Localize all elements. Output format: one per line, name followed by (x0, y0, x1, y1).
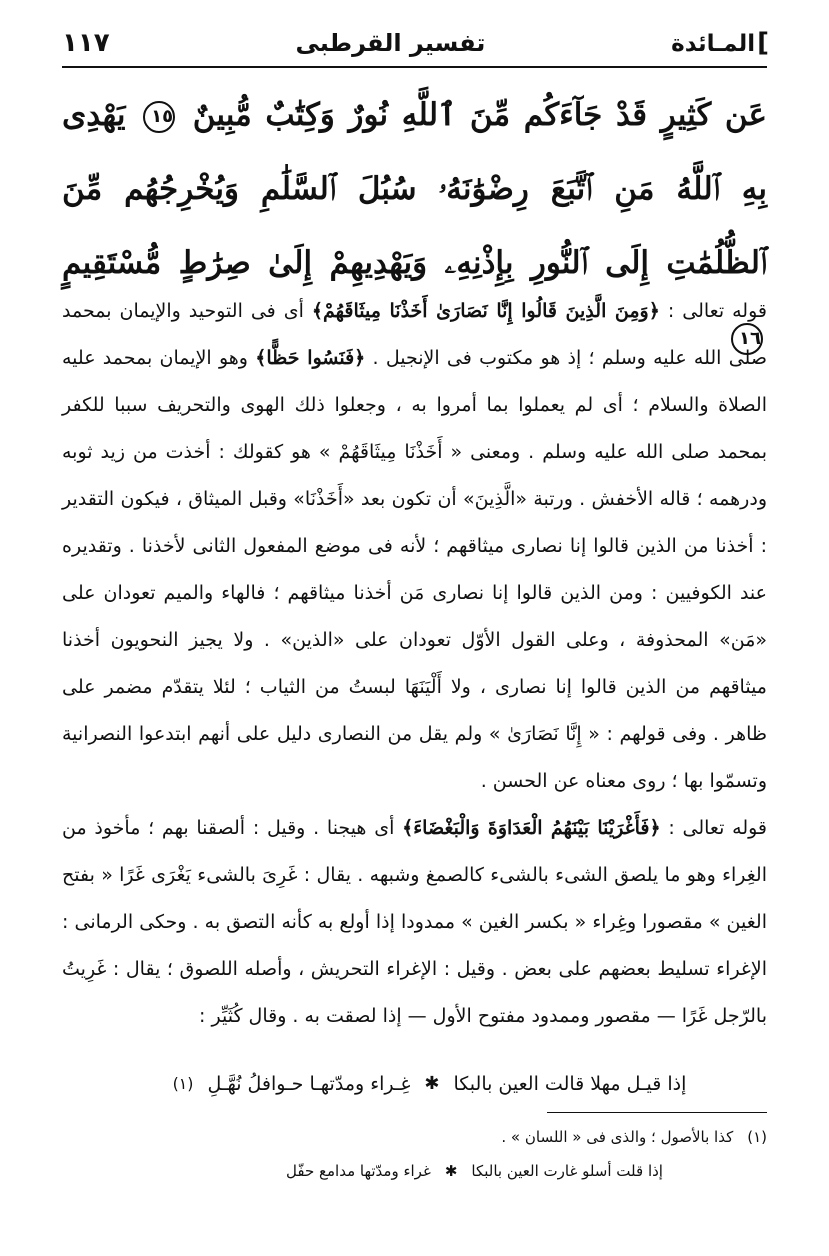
footnote (62, 1120, 767, 1154)
verse-text: مَنِ ٱتَّبَعَ رِضْوَٰنَهُۥ سُبُلَ ٱلسَّلَٰمِ وَيُخْرِجُهُم مِّنَ ٱلظُّلُمَٰتِ إِلَى ٱلنُّورِ (62, 171, 767, 281)
poem-separator: ✱ (424, 1073, 440, 1094)
quran-quote: ﴿وَمِنَ الَّذِينَ قَالُوا إِنَّا نَصَارَىٰ أَخَذْنَا مِيثَاقَهُمْ﴾ (311, 300, 660, 322)
page-number: ١١٧ (62, 28, 110, 58)
surah-label: المـائدة (671, 31, 756, 57)
quran-quote: ﴿فَنَسُوا حَظًّا﴾ (255, 347, 366, 369)
commentary-paragraph (62, 805, 767, 1040)
paragraph-lead: قوله تعالى : (659, 300, 767, 322)
footnote-ref: (١) (172, 1074, 194, 1093)
verse-text: يَهْدِى بِهِ ٱللَّهُ (62, 97, 767, 207)
commentary-text (62, 288, 767, 1040)
footnotes (62, 1120, 767, 1188)
quran-quote: ﴿فَأَغْرَيْنَا بَيْنَهُمُ الْعَدَاوَةَ وَالْبَغْضَاءَ﴾ (402, 817, 661, 839)
book-title: تفسير القرطبى (295, 29, 486, 57)
header-rule (62, 66, 767, 68)
footnote-hemistich: إذا قلت أسلو غارت العين بالبكا (471, 1162, 663, 1180)
verse-text: عَن كَثِيرٍ قَدْ جَآءَكُم مِّنَ ٱللَّهِ نُورٌ وَكِتَٰبٌ مُّبِينٌ (192, 97, 768, 133)
surah-name (671, 28, 769, 58)
surah-bracket: ] (757, 28, 769, 58)
paragraph-text: أى هيجنا . وقيل : ألصقنا بهم ؛ مأخوذ من الغِراء وهو ما يلصق الشىء بالشىء كالصمغ وشبهه . يقال : غَرِىَ بالشىء يَغْرَى غَرًا « بفتح الغين » مقصورا وغِراء « بكسر الغين » ممدودا إذا أولع به كأنه التصق به . وحكى الرمانى : الإغراء تسليط بعضهم على بعض . وقيل : الإغراء التحريش ، وأصله اللصوق ؛ يقال : غَرِيتُ بالرّجل غَرًا — مقصور وممدود مفتوح الأول — إذا لصقت به . وقال كُثَيِّر : (62, 817, 767, 1027)
verse-text: بِإِذْنِهِۦ وَيَهْدِيهِمْ إِلَىٰ صِرَٰطٍ مُّسْتَقِيمٍ (62, 245, 514, 281)
poem-verse (120, 1064, 739, 1104)
paragraph-lead: قوله تعالى : (660, 817, 768, 839)
footnote-text: كذا بالأصول ؛ والذى فى « اللسان » . (501, 1128, 734, 1146)
verse-number-marker: ١٥ (143, 101, 175, 133)
poem-hemistich: غِـراء ومدّتهـا حـوافلُ نُهَّـلِ (207, 1073, 411, 1095)
paragraph-text: أى فى التوحيد والإيمان بمحمد صلى الله عليه وسلم ؛ إذ هو مكتوب فى الإنجيل . (62, 300, 767, 369)
footnote-hemistich: غراء ومدّتها مدامع حفّل (286, 1162, 431, 1180)
footnote-number: (١) (747, 1128, 767, 1146)
footnote-poem (62, 1154, 767, 1188)
page-header (62, 22, 769, 64)
paragraph-text: وهو الإيمان بمحمد عليه الصلاة والسلام ؛ أى لم يعملوا بما أمروا به ، وجعلوا ذلك الهوى والتحريف سببا للكفر بمحمد صلى الله عليه وسلم . ومعنى « أَخَذْنَا مِيثَاقَهُمْ » هو كقولك : أخذت من زيد ثوبه ودرهمه ؛ قاله الأخفش . ورتبة «الَّذِينَ» أن تكون بعد «أَخَذْنَا» وقبل الميثاق ، فيكون التقدير : أخذنا من الذين قالوا إنا نصارى ميثاقهم ؛ لأنه فى موضع المفعول الثانى لأخذنا . وتقديره عند الكوفيين : ومن الذين قالوا إنا نصارى مَن أخذنا ميثاقهم ؛ فالهاء والميم تعودان على «مَن» المحذوفة ، وعلى القول الأوّل تعودان على «الذين» . ولا يجيز النحويون أخذنا ميثاقهم من الذين قالوا إنا نصارى ، ولا أَلْيَنَهَا لبستُ من الثياب ؛ لئلا يتقدّم مضمر على ظاهر . وفى قولهم : « إِنَّا نَصَارَىٰ » ولم يقل من النصارى دليل على أنهم ابتدعوا النصرانية وتسمّوا بها ؛ روى معناه عن الحسن . (62, 347, 767, 792)
poem-hemistich: إذا قيـل مهلا قالت العين بالبكا (453, 1073, 687, 1095)
footnote-rule (547, 1112, 767, 1113)
verse-number-marker: ١٦ (731, 323, 763, 355)
footnote-separator: ✱ (444, 1162, 458, 1180)
commentary-paragraph (62, 288, 767, 805)
